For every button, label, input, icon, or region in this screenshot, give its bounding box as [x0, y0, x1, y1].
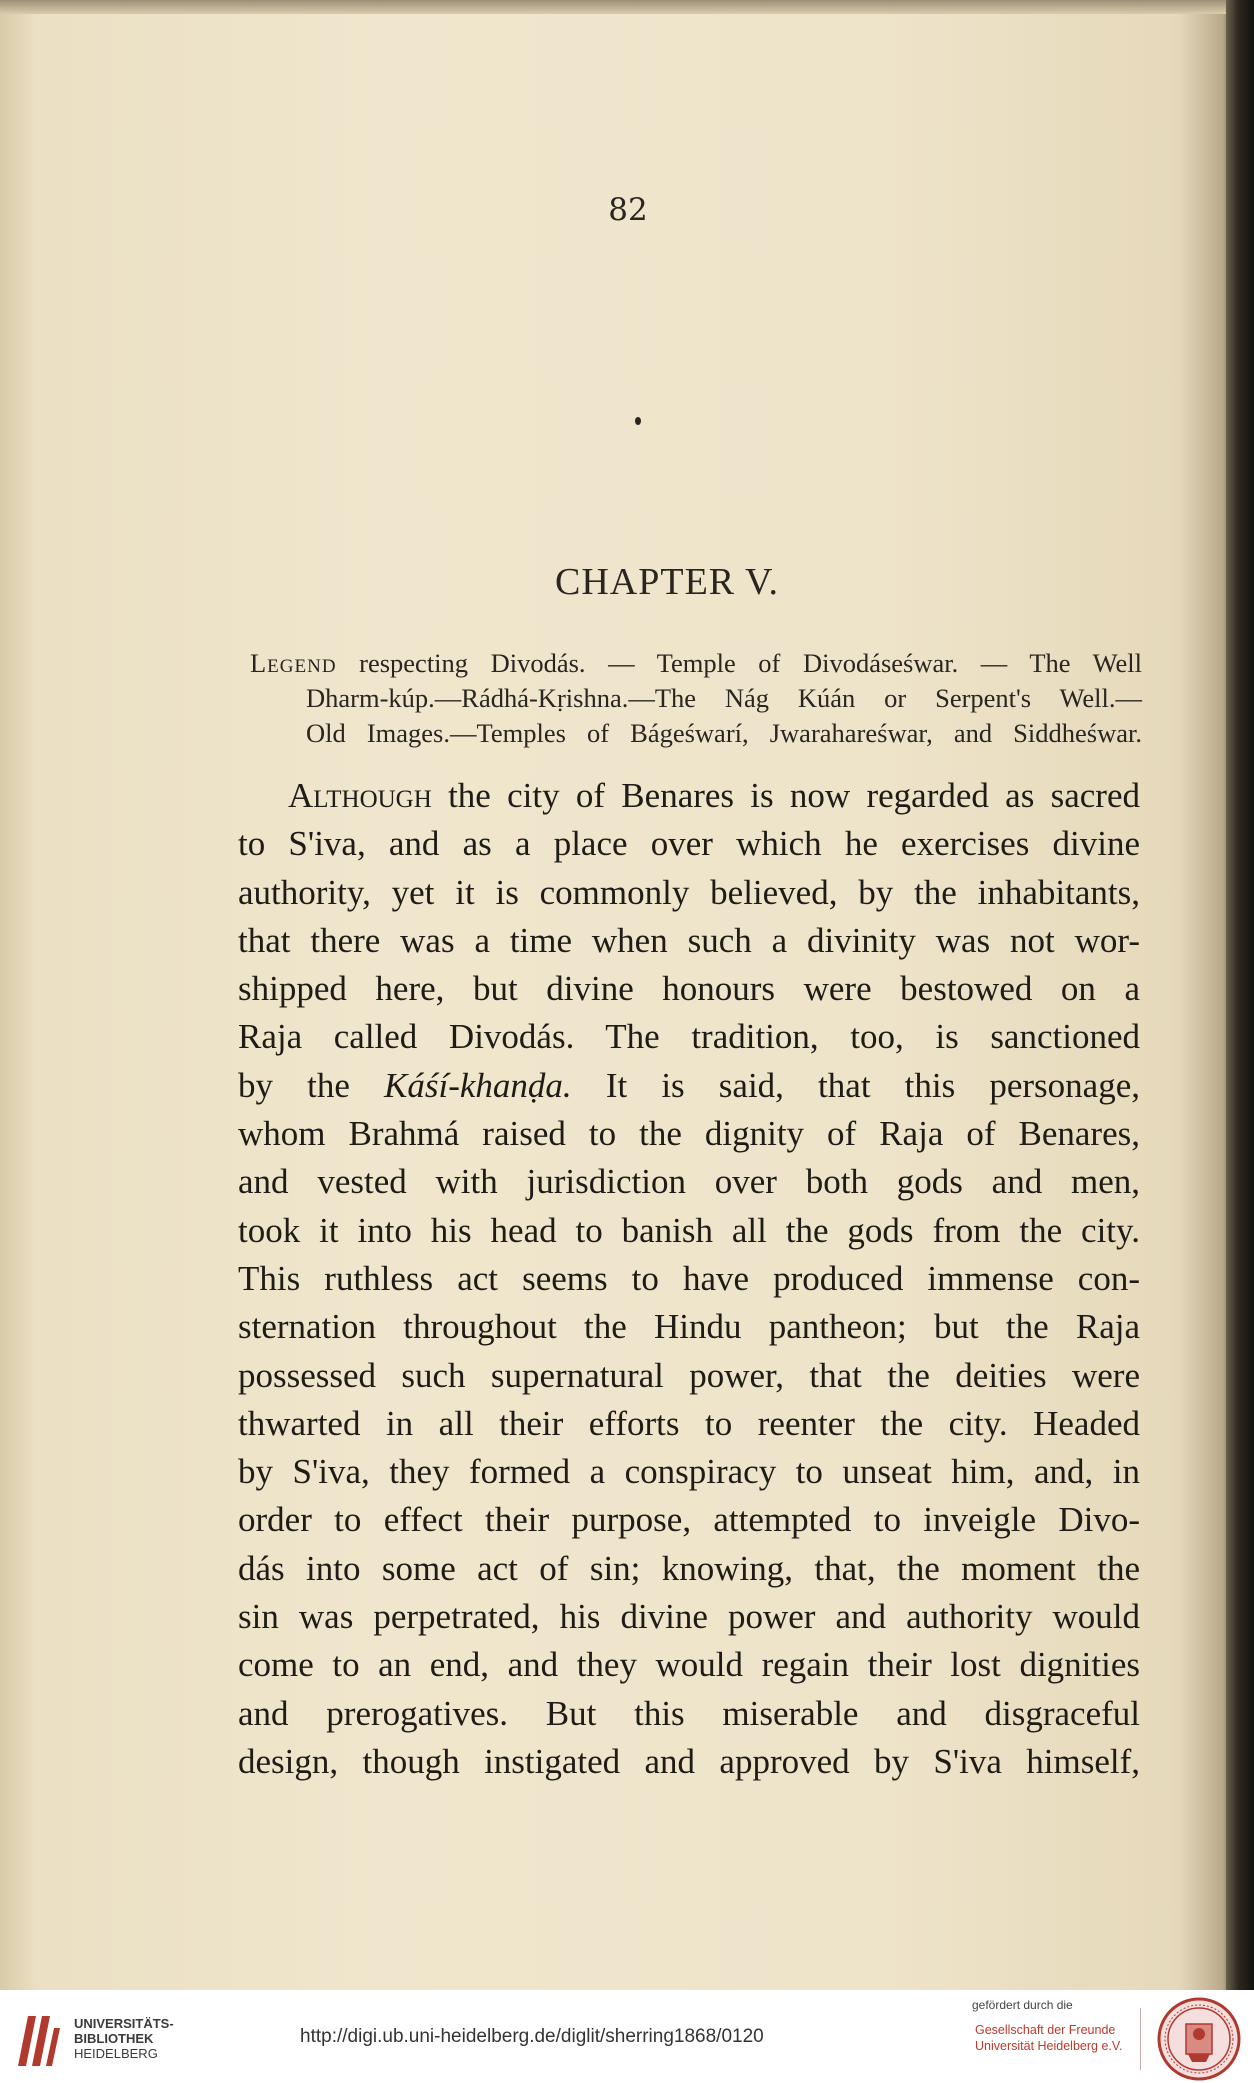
ink-dot	[635, 417, 641, 425]
body-line: to S'iva, and as a place over which he exercises divine	[238, 824, 1140, 864]
library-name[interactable]: UNIVERSITÄTS- BIBLIOTHEK HEIDELBERG	[74, 2016, 174, 2061]
body-line: dás into some act of sin; knowing, that, the moment the	[238, 1548, 1140, 1588]
library-logo-icon[interactable]	[14, 2010, 62, 2070]
legend-line: Legend respecting Divodás. — Temple of Divodáseśwar. — The Well	[250, 648, 1143, 678]
legend-line: Old Images.—Temples of Bágeśwarí, Jwarahareśwar, and Siddheśwar.	[306, 718, 1142, 748]
page-top-edge	[0, 0, 1254, 14]
body-line: and prerogatives. But this miserable and disgraceful	[238, 1693, 1140, 1733]
page-gutter-shadow	[1226, 0, 1254, 1990]
body-line: authority, yet it is commonly believed, by the inhabitants,	[238, 872, 1140, 912]
body-line: possessed such supernatural power, that the deities were	[238, 1355, 1140, 1395]
body-line: by S'iva, they formed a conspiracy to unseat him, and, in	[238, 1452, 1140, 1492]
body-line: that there was a time when such a divinity was not wor-	[238, 920, 1140, 960]
body-lead-word: Although	[288, 776, 432, 815]
page-number: 82	[608, 192, 648, 228]
chapter-title: CHAPTER V.	[555, 561, 779, 603]
body-line: This ruthless act seems to have produced immense con-	[238, 1258, 1140, 1298]
footer-divider	[1140, 2008, 1141, 2070]
body-line: thwarted in all their efforts to reenter the city. Headed	[238, 1403, 1140, 1443]
body-line: and vested with jurisdiction over both gods and men,	[238, 1162, 1140, 1202]
italic-title: Káśí-khanḍa.	[384, 1065, 572, 1105]
body-line: Raja called Divodás. The tradition, too, is sanctioned	[238, 1017, 1140, 1057]
body-text	[238, 772, 1140, 1786]
footer-bar	[0, 1990, 1254, 2083]
body-line: Although the city of Benares is now regarded as sacred	[288, 776, 1140, 815]
body-line: sternation throughout the Hindu pantheon; but the Raja	[238, 1307, 1140, 1347]
society-name[interactable]: Gesellschaft der Freunde Universität Heidelberg e.V.	[975, 2023, 1123, 2053]
body-line: design, though instigated and approved by S'iva himself,	[238, 1741, 1140, 1781]
university-seal-icon[interactable]	[1156, 1996, 1242, 2082]
body-line: whom Brahmá raised to the dignity of Raja of Benares,	[238, 1114, 1140, 1154]
funded-by-label: gefördert durch die	[972, 1998, 1073, 2012]
permalink-url[interactable]: http://digi.ub.uni-heidelberg.de/diglit/sherring1868/0120	[300, 2026, 764, 2047]
body-line: by the Káśí-khanḍa. It is said, that this personage,	[238, 1065, 1141, 1105]
body-line: sin was perpetrated, his divine power and authority would	[238, 1597, 1140, 1637]
body-line: come to an end, and they would regain their lost dignities	[238, 1645, 1140, 1685]
body-line: shipped here, but divine honours were bestowed on a	[238, 969, 1140, 1009]
legend-lead-word: Legend	[250, 648, 337, 678]
body-line: took it into his head to banish all the gods from the city.	[238, 1210, 1140, 1250]
body-line: order to effect their purpose, attempted to inveigle Divo-	[238, 1500, 1140, 1540]
legend-line: Dharm-kúp.—Rádhá-Kṛishna.—The Nág Kúán or Serpent's Well.—	[306, 683, 1142, 713]
chapter-legend	[250, 646, 1142, 751]
